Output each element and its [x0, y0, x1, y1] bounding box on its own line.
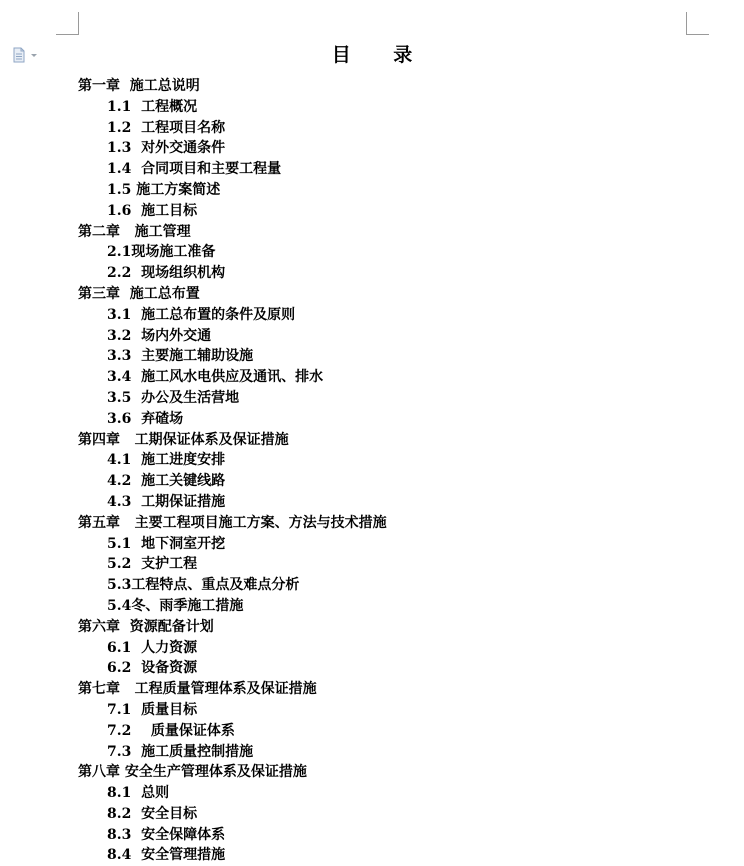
toc-chapter-entry[interactable]: 第八章 安全生产管理体系及保证措施	[78, 764, 307, 781]
toc-section-entry[interactable]: 8.3 安全保障体系	[107, 826, 226, 843]
toc-section-entry[interactable]: 3.5 办公及生活营地	[107, 389, 240, 406]
toc-section-entry[interactable]: 7.1 质量目标	[107, 701, 198, 718]
toc-section-entry[interactable]: 4.2 施工关键线路	[107, 473, 226, 490]
toc-section-entry[interactable]: 1.1 工程概况	[107, 98, 198, 115]
toc-chapter-entry[interactable]: 第七章 工程质量管理体系及保证措施	[78, 681, 317, 698]
toc-section-entry[interactable]: 3.4 施工风水电供应及通讯、排水	[107, 369, 324, 386]
toc-section-entry[interactable]: 7.2 质量保证体系	[107, 722, 235, 739]
toc-section-entry[interactable]: 1.5 施工方案简述	[107, 181, 221, 198]
toc-section-entry[interactable]: 8.2 安全目标	[107, 805, 198, 822]
toc-section-entry[interactable]: 1.3 对外交通条件	[107, 140, 226, 157]
toc-section-entry[interactable]: 5.2 支护工程	[107, 556, 198, 573]
table-of-contents	[78, 76, 698, 866]
toc-section-entry[interactable]: 1.4 合同项目和主要工程量	[107, 161, 282, 178]
toc-chapter-entry[interactable]: 第五章 主要工程项目施工方案、方法与技术措施	[78, 514, 387, 531]
toc-chapter-entry[interactable]: 第二章 施工管理	[78, 223, 191, 240]
page-title: 目 录	[331, 44, 431, 66]
toc-section-entry[interactable]: 6.1 人力资源	[107, 639, 198, 656]
toc-chapter-entry[interactable]: 第三章 施工总布置	[78, 285, 200, 302]
toc-section-entry[interactable]: 4.1 施工进度安排	[107, 452, 226, 469]
toc-section-entry[interactable]: 5.3工程特点、重点及难点分析	[107, 577, 300, 594]
toc-section-entry[interactable]: 1.6 施工目标	[107, 202, 198, 219]
toc-section-entry[interactable]: 3.3 主要施工辅助设施	[107, 348, 254, 365]
toc-section-entry[interactable]: 5.4冬、雨季施工措施	[107, 597, 244, 614]
toc-chapter-entry[interactable]: 第一章 施工总说明	[78, 78, 200, 94]
crop-mark-top-right	[686, 12, 709, 35]
toc-section-entry[interactable]: 4.3 工期保证措施	[107, 493, 226, 510]
toc-section-entry[interactable]: 2.2 现场组织机构	[107, 265, 226, 282]
toc-section-entry[interactable]: 7.3 施工质量控制措施	[107, 743, 254, 760]
toc-section-entry[interactable]: 3.6 弃碴场	[107, 410, 184, 427]
toc-section-entry[interactable]: 6.2 设备资源	[107, 660, 198, 677]
toc-section-entry[interactable]: 2.1现场施工准备	[107, 244, 216, 261]
toc-chapter-entry[interactable]: 第四章 工期保证体系及保证措施	[78, 431, 289, 448]
toc-section-entry[interactable]: 3.2 场内外交通	[107, 327, 212, 344]
toc-section-entry[interactable]: 1.2 工程项目名称	[107, 119, 226, 136]
toc-section-entry[interactable]: 5.1 地下洞室开挖	[107, 535, 226, 552]
toc-chapter-entry[interactable]: 第六章 资源配备计划	[78, 618, 214, 635]
toc-section-entry[interactable]: 8.1 总则	[107, 785, 170, 802]
toc-section-entry[interactable]: 8.4 安全管理措施	[107, 847, 226, 864]
crop-mark-top-left	[56, 12, 79, 35]
toc-section-entry[interactable]: 3.1 施工总布置的条件及原则	[107, 306, 296, 323]
